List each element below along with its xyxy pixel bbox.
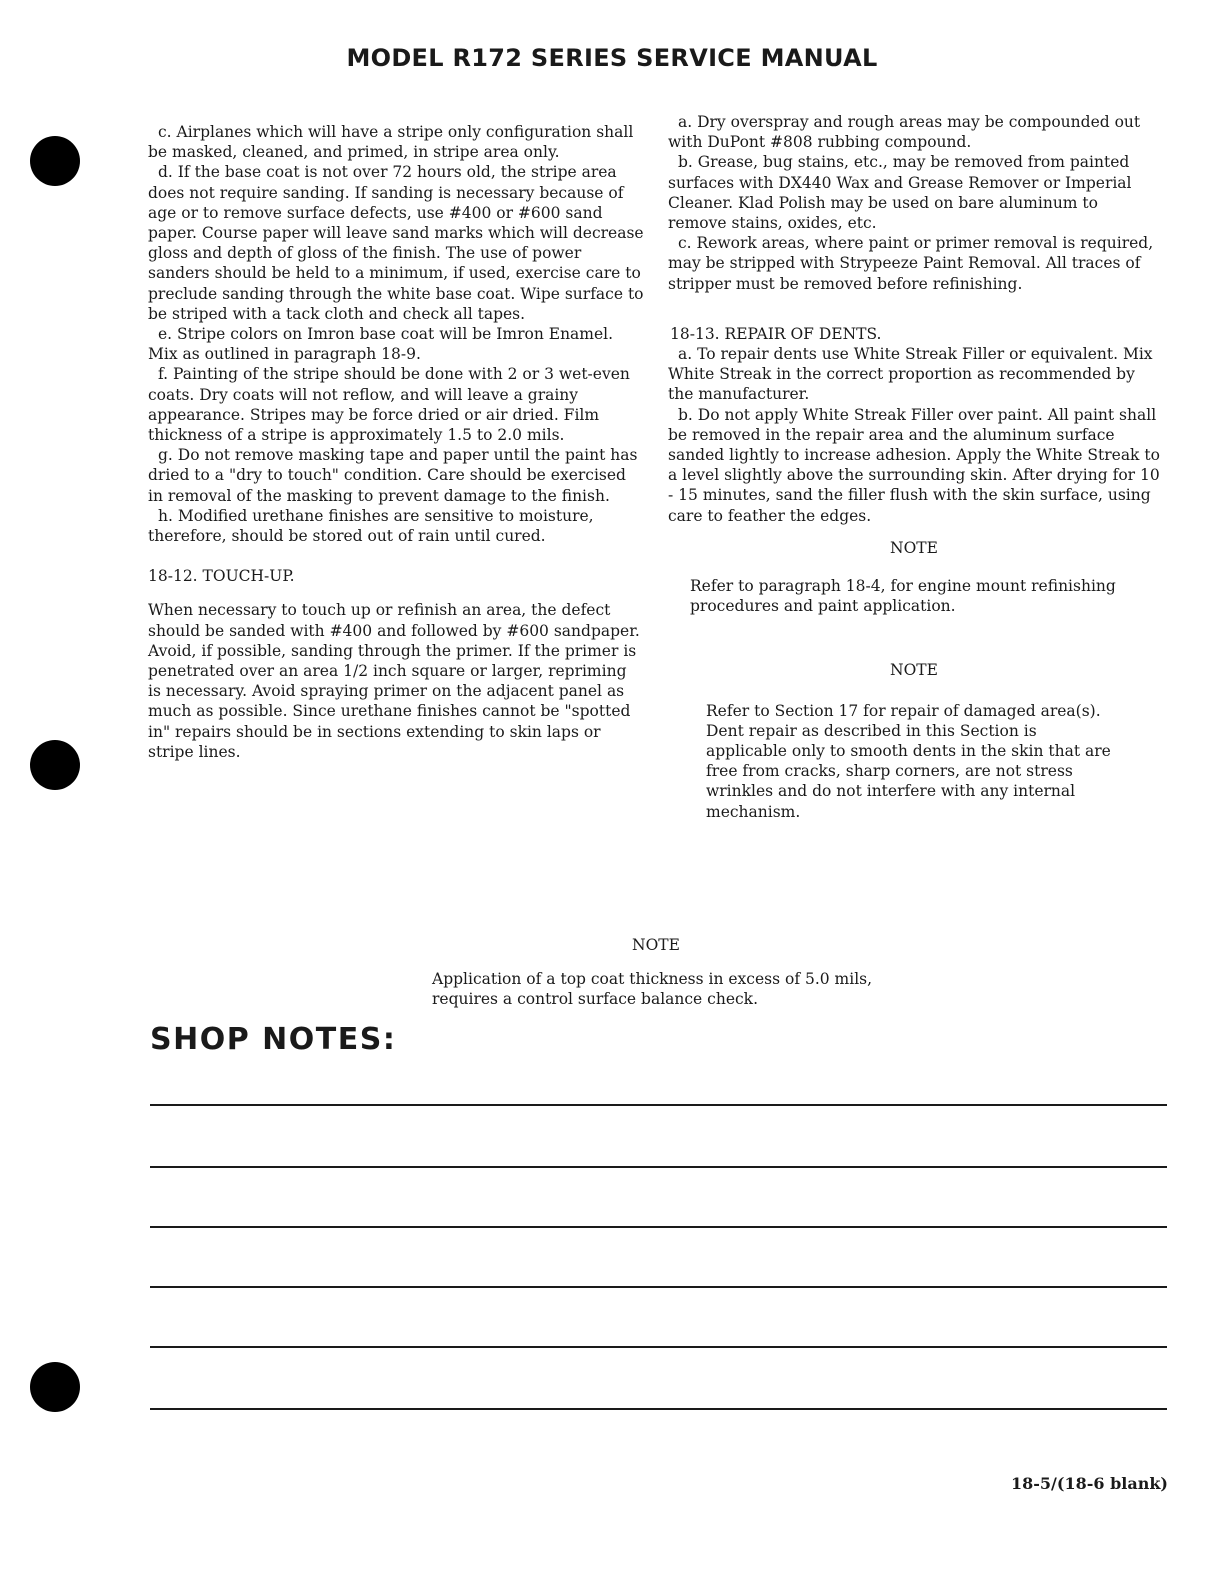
shop-notes-line — [150, 1226, 1167, 1228]
shop-notes-line — [150, 1286, 1167, 1288]
binder-hole-top — [30, 136, 80, 186]
right-column — [668, 112, 1160, 822]
section-heading-repair-dents: 18-13. REPAIR OF DENTS. — [670, 324, 882, 343]
paragraph-item-h: h. Modified urethane finishes are sensitive to moisture, therefore, should be stored out of rain until cured. — [148, 506, 594, 546]
binder-hole-middle — [30, 740, 80, 790]
binder-hole-bottom — [30, 1362, 80, 1412]
paragraph-item-c-right: c. Rework areas, where paint or primer removal is required, may be stripped with Strypeeze Paint Removal. All traces of stripper must be removed before refinishing. — [668, 234, 1154, 293]
bottom-note — [432, 935, 902, 1010]
page-number: 18-5/(18-6 blank) — [1011, 1474, 1168, 1493]
paragraph-item-b: b. Grease, bug stains, etc., may be removed from painted surfaces with DX440 Wax and Grease Remover or Imperial Cleaner. Klad Polish may be used on bare aluminum to remove stains, oxides, etc. — [668, 153, 1132, 233]
note-text-1: Refer to paragraph 18-4, for engine mount refinishing procedures and paint application. — [690, 577, 1116, 616]
paragraph-item-c: c. Airplanes which will have a stripe only configuration shall be masked, cleaned, and primed, in stripe area only. — [148, 123, 634, 162]
note-title-1: NOTE — [890, 538, 938, 557]
paragraph-item-e: e. Stripe colors on Imron base coat will be Imron Enamel. Mix as outlined in paragraph 18-9. — [148, 325, 614, 364]
section-heading-touch-up: 18-12. TOUCH-UP. — [148, 567, 295, 586]
paragraph-item-g: g. Do not remove masking tape and paper until the paint has dried to a "dry to touch" condition. Care should be exercised in removal of the masking to prevent damage to the finish. — [148, 446, 638, 505]
shop-notes-line — [150, 1166, 1167, 1168]
paragraph-item-f: f. Painting of the stripe should be done with 2 or 3 wet-even coats. Dry coats will not reflow, and will leave a grainy appearance. Stripes may be force dried or air dried. Film thickness of a stripe is approximately 1.5 to 2.0 mils. — [148, 365, 630, 445]
left-column — [148, 122, 644, 762]
shop-notes-line — [150, 1104, 1167, 1106]
dents-item-b: b. Do not apply White Streak Filler over paint. All paint shall be removed in the repair area and the aluminum surface sanded lightly to increase adhesion. Apply the White Streak to a level slightly above the surrounding skin. After drying for 10 - 15 minutes, sand the filler flush with the skin surface, using care to feather the edges. — [668, 405, 1160, 525]
page-title: MODEL R172 SERIES SERVICE MANUAL — [346, 44, 878, 72]
bottom-note-text: Application of a top coat thickness in excess of 5.0 mils, requires a control surface balance check. — [432, 970, 873, 1009]
paragraph-item-d: d. If the base coat is not over 72 hours old, the stripe area does not require sanding. If sanding is necessary because of age or to remove surface defects, use #400 or #600 sand paper. Course paper will leave sand marks which will decrease gloss and depth of gloss of the finish. The use of power sanders should be held to a minimum, if used, exercise care to preclude sanding through the white base coat. Wipe surface to be striped with a tack cloth and check all tapes. — [148, 163, 644, 323]
touch-up-text: When necessary to touch up or refinish an area, the defect should be sanded with #400 and followed by #600 sandpaper. Avoid, if possible, sanding through the primer. If the primer is penetrated over an area 1/2 inch square or larger, repriming is necessary. Avoid spraying primer on the adjacent panel as much as possible. Since urethane finishes cannot be "spotted in" repairs should be in sections extending to skin laps or stripe lines. — [148, 601, 640, 761]
shop-notes-line — [150, 1346, 1167, 1348]
note-text-2: Refer to Section 17 for repair of damaged area(s). Dent repair as described in this Section is applicable only to smooth dents in the skin that are free from cracks, sharp corners, are not stress wrinkles and do not interfere with any internal mechanism. — [706, 701, 1111, 821]
paragraph-item-a: a. Dry overspray and rough areas may be compounded out with DuPont #808 rubbing compound. — [668, 113, 1141, 152]
bottom-note-title: NOTE — [632, 936, 680, 954]
shop-notes-line — [150, 1408, 1167, 1410]
note-title-2: NOTE — [890, 661, 938, 680]
shop-notes-title: SHOP NOTES: — [150, 1022, 397, 1057]
dents-item-a: a. To repair dents use White Streak Filler or equivalent. Mix White Streak in the correct proportion as recommended by the manufacturer. — [668, 345, 1153, 404]
